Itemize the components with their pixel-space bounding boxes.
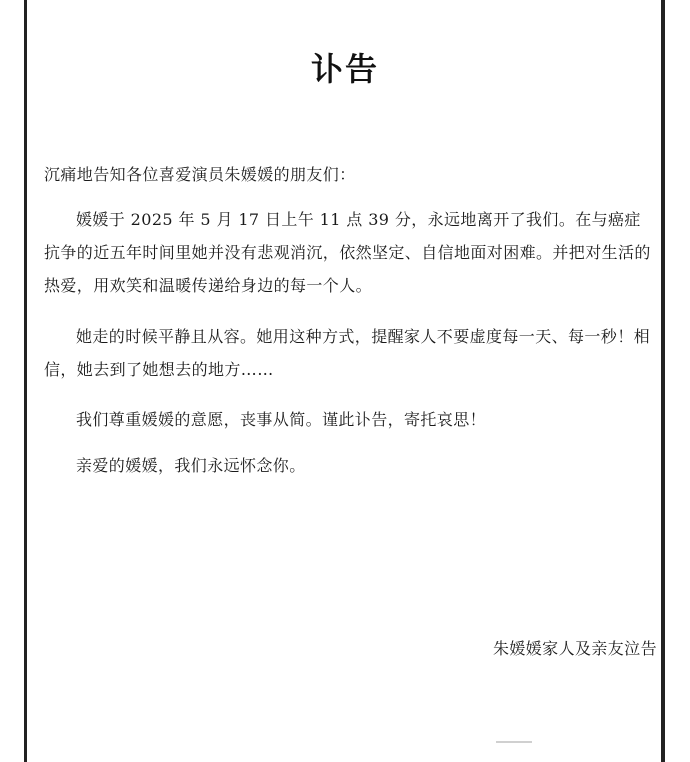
left-border-line — [24, 0, 27, 762]
paragraph-1: 媛媛于 2025 年 5 月 17 日上午 11 点 39 分，永远地离开了我们。在与癌症抗争的近五年时间里她并没有悲观消沉，依然坚定、自信地面对困难。并把对生活的热爱，用欢笑和温暖传递给身边的每一个人。 — [44, 210, 651, 295]
watermark-line — [496, 741, 532, 743]
paragraph-4: 亲爱的媛媛，我们永远怀念你。 — [76, 456, 306, 475]
paragraph-3: 我们尊重媛媛的意愿，丧事从简。谨此讣告，寄托哀思！ — [76, 410, 487, 429]
right-border-line — [661, 0, 665, 762]
document-title: 讣告 — [310, 50, 379, 88]
watermark — [496, 731, 656, 753]
signature: 朱媛媛家人及亲友泣告 — [492, 639, 657, 658]
salutation: 沉痛地告知各位喜爱演员朱媛媛的朋友们： — [44, 165, 356, 184]
paragraph-2: 她走的时候平静且从容。她用这种方式，提醒家人不要虚度每一天、每一秒！相信，她去到了她想去的地方…… — [44, 327, 651, 379]
